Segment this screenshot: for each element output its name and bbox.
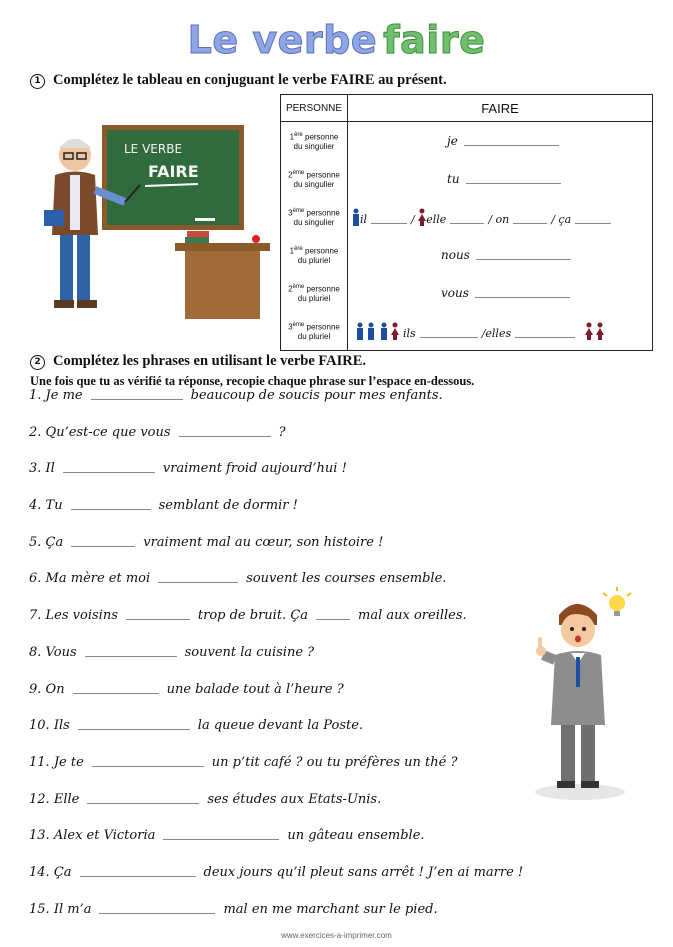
answer-line[interactable] <box>513 213 547 224</box>
pronoun: je <box>447 134 458 148</box>
answer-line[interactable] <box>420 327 478 338</box>
table-header-person: PERSONNE <box>281 95 348 122</box>
answer-line[interactable] <box>575 213 611 224</box>
answer-blank[interactable] <box>71 498 151 510</box>
answer-blank[interactable] <box>179 425 271 437</box>
exercise2-heading <box>30 353 366 370</box>
answer-blank[interactable] <box>99 902 215 914</box>
person-label-3s: 3ème personne du singulier <box>281 198 348 236</box>
sentence-item: 8. Vous souvent la cuisine ? <box>29 644 315 660</box>
male-pair-icon <box>356 322 376 340</box>
pronoun: vous <box>441 286 469 300</box>
sentence-item: 7. Les voisins trop de bruit. Ça mal aux oreilles. <box>29 608 467 624</box>
pronoun: tu <box>447 172 460 186</box>
sentence-item: 1. Je me beaucoup de soucis pour mes enfants. <box>29 388 443 403</box>
person-label-2p: 2ème personne du pluriel <box>281 274 348 312</box>
sentence-item: 5. Ça vraiment mal au cœur, son histoire ! <box>29 534 384 550</box>
sentence-item: 14. Ça deux jours qu’il pleut sans arrêt ! J’en ai marre ! <box>29 864 524 880</box>
person-label-1s: 1ère personne du singulier <box>281 122 348 161</box>
sentence-item: 13. Alex et Victoria un gâteau ensemble. <box>29 828 425 844</box>
answer-blank[interactable] <box>163 828 279 840</box>
sentence-item: 12. Elle ses études aux Etats-Unis. <box>29 791 382 807</box>
answer-line[interactable] <box>476 249 571 260</box>
answer-blank[interactable] <box>87 792 199 804</box>
student-illustration <box>525 585 645 805</box>
teacher-illustration <box>40 120 280 330</box>
answer-blank[interactable] <box>85 645 177 657</box>
title-word-verbe: Le verbe <box>187 18 378 62</box>
form-cell-tu <box>348 160 653 198</box>
table-header-verb: FAIRE <box>348 95 653 122</box>
answer-blank[interactable] <box>63 461 155 473</box>
person-label-2s: 2ème personne du singulier <box>281 160 348 198</box>
title-word-faire: faire <box>383 18 486 62</box>
pronoun: nous <box>441 248 470 262</box>
form-cell-nous <box>348 236 653 274</box>
answer-blank[interactable] <box>80 865 196 877</box>
exercise2-subinstruction: Une fois que tu as vérifié ta réponse, recopie chaque phrase sur l’espace en-dessous. <box>30 374 475 388</box>
board-line2: FAIRE <box>148 162 199 181</box>
sentence-item: 3. Il vraiment froid aujourd’hui ! <box>29 461 347 477</box>
answer-line[interactable] <box>475 287 570 298</box>
form-cell-je <box>348 122 653 161</box>
female-pair-icon <box>585 322 605 340</box>
conjugation-table <box>280 94 653 351</box>
exercise2-instruction: Complétez les phrases en utilisant le verbe FAIRE. <box>53 353 367 369</box>
answer-line[interactable] <box>466 173 561 184</box>
sentence-item: 9. On une balade tout à l’heure ? <box>29 681 344 697</box>
sentence-item: 11. Je te un p’tit café ? ou tu préfères un thé ? <box>29 754 458 770</box>
form-cell-3s: il / elle / on / ça <box>348 198 653 236</box>
answer-blank[interactable] <box>316 608 350 620</box>
sentence-item: 2. Qu’est-ce que vous ? <box>29 424 286 440</box>
answer-blank[interactable] <box>73 682 159 694</box>
male-icon <box>352 208 360 226</box>
footer-url: www.exercices-a-imprimer.com <box>281 931 392 940</box>
answer-line[interactable] <box>515 327 575 338</box>
form-cell-3p: ils /elles <box>348 312 653 351</box>
answer-blank[interactable] <box>92 755 204 767</box>
exercise2-number: 2 <box>30 355 45 370</box>
answer-line[interactable] <box>450 213 484 224</box>
answer-line[interactable] <box>371 213 407 224</box>
sentence-item: 15. Il m’a mal en me marchant sur le pied. <box>29 901 438 917</box>
sentence-item: 6. Ma mère et moi souvent les courses ensemble. <box>29 571 447 587</box>
answer-blank[interactable] <box>78 718 190 730</box>
page-title <box>0 18 673 62</box>
exercise1-heading <box>30 72 447 89</box>
answer-blank[interactable] <box>71 535 135 547</box>
exercise1-number: 1 <box>30 74 45 89</box>
answer-blank[interactable] <box>126 608 190 620</box>
person-label-1p: 1ère personne du pluriel <box>281 236 348 274</box>
answer-line[interactable] <box>464 135 559 146</box>
person-label-3p: 3ème personne du pluriel <box>281 312 348 351</box>
form-cell-vous <box>348 274 653 312</box>
lightbulb-icon <box>603 587 631 616</box>
sentence-item: 4. Tu semblant de dormir ! <box>29 498 298 514</box>
sentence-item: 10. Ils la queue devant la Poste. <box>29 718 364 734</box>
board-line1: LE VERBE <box>124 142 183 156</box>
exercise1-instruction: Complétez le tableau en conjuguant le verbe FAIRE au présent. <box>53 72 447 88</box>
mixed-pair-icon <box>380 322 400 340</box>
answer-blank[interactable] <box>91 388 183 400</box>
answer-blank[interactable] <box>158 571 238 583</box>
